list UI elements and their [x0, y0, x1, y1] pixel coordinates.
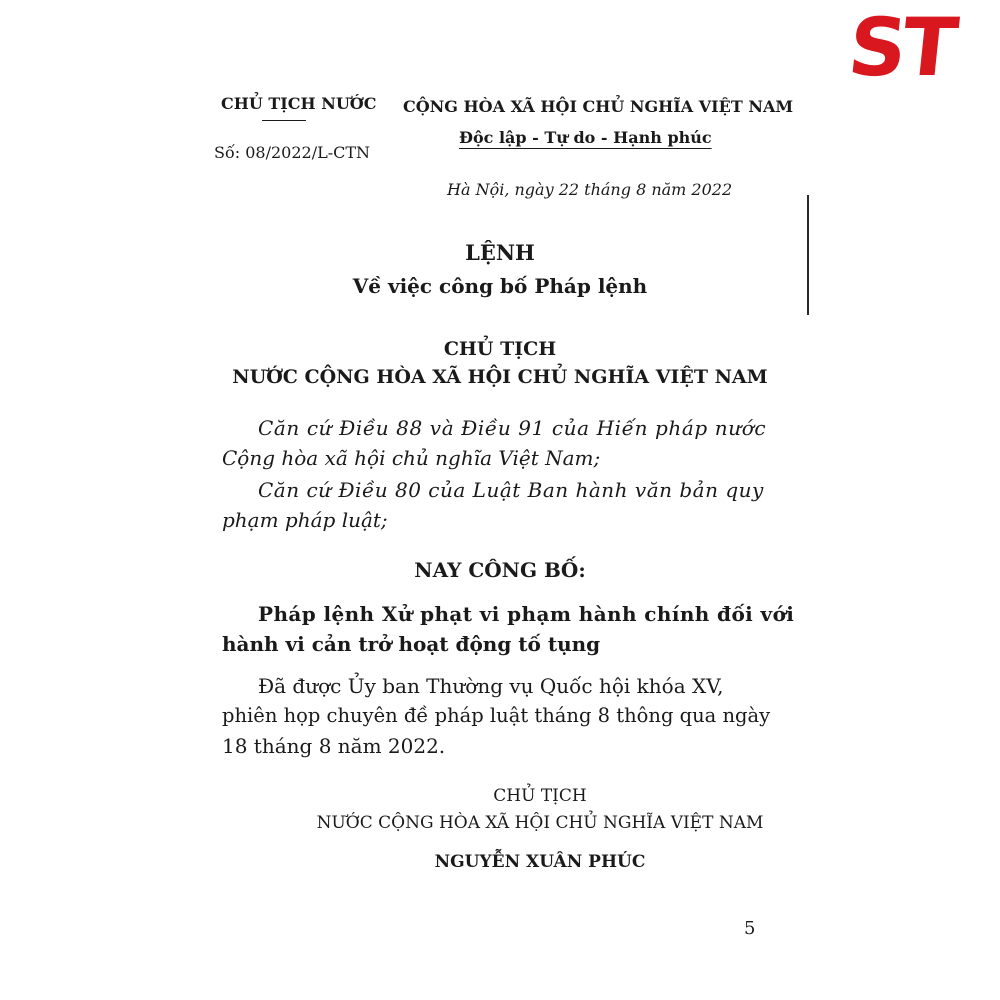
signature-title-2: NƯỚC CỘNG HÒA XÃ HỘI CHỦ NGHĨA VIỆT NAM	[316, 813, 764, 833]
st-logo	[842, 1, 960, 94]
national-motto: Độc lập - Tự do - Hạnh phúc	[459, 128, 712, 147]
issuer-full-title: NƯỚC CỘNG HÒA XÃ HỘI CHỦ NGHĨA VIỆT NAM	[232, 366, 768, 388]
place-and-date: Hà Nội, ngày 22 tháng 8 năm 2022	[447, 180, 733, 199]
preamble-basis-1-line-1: Căn cứ Điều 88 và Điều 91 của Hiến pháp nước	[258, 416, 767, 440]
logo-text: ST	[844, 1, 959, 94]
country-name: CỘNG HÒA XÃ HỘI CHỦ NGHĨA VIỆT NAM	[403, 97, 794, 116]
ordinance-name-line-2: hành vi cản trở hoạt động tố tụng	[222, 632, 601, 656]
document-title: LỆNH	[465, 240, 535, 265]
preamble-basis-1-line-2: Cộng hòa xã hội chủ nghĩa Việt Nam;	[222, 446, 601, 470]
signature-title-1: CHỦ TỊCH	[493, 786, 587, 806]
issuer-title: CHỦ TỊCH	[443, 338, 557, 360]
page-edge-shadow	[807, 195, 809, 315]
passage-line-2: phiên họp chuyên đề pháp luật tháng 8 thông qua ngày	[222, 704, 771, 727]
announcement-heading: NAY CÔNG BỐ:	[414, 558, 586, 582]
preamble-basis-2-line-1: Căn cứ Điều 80 của Luật Ban hành văn bản quy	[258, 478, 764, 502]
document-subtitle: Về việc công bố Pháp lệnh	[352, 274, 648, 298]
passage-line-1: Đã được Ủy ban Thường vụ Quốc hội khóa XV,	[258, 674, 724, 698]
issuing-office: CHỦ TỊCH NƯỚC	[221, 94, 377, 113]
preamble-basis-2-line-2: phạm pháp luật;	[222, 508, 388, 532]
signer-name: NGUYỄN XUÂN PHÚC	[434, 852, 646, 872]
page-number: 5	[744, 918, 756, 939]
document-number: Số: 08/2022/L-CTN	[214, 143, 371, 162]
passage-line-3: 18 tháng 8 năm 2022.	[222, 734, 446, 758]
office-underline	[262, 120, 306, 121]
ordinance-name-line-1: Pháp lệnh Xử phạt vi phạm hành chính đối với	[258, 602, 795, 626]
